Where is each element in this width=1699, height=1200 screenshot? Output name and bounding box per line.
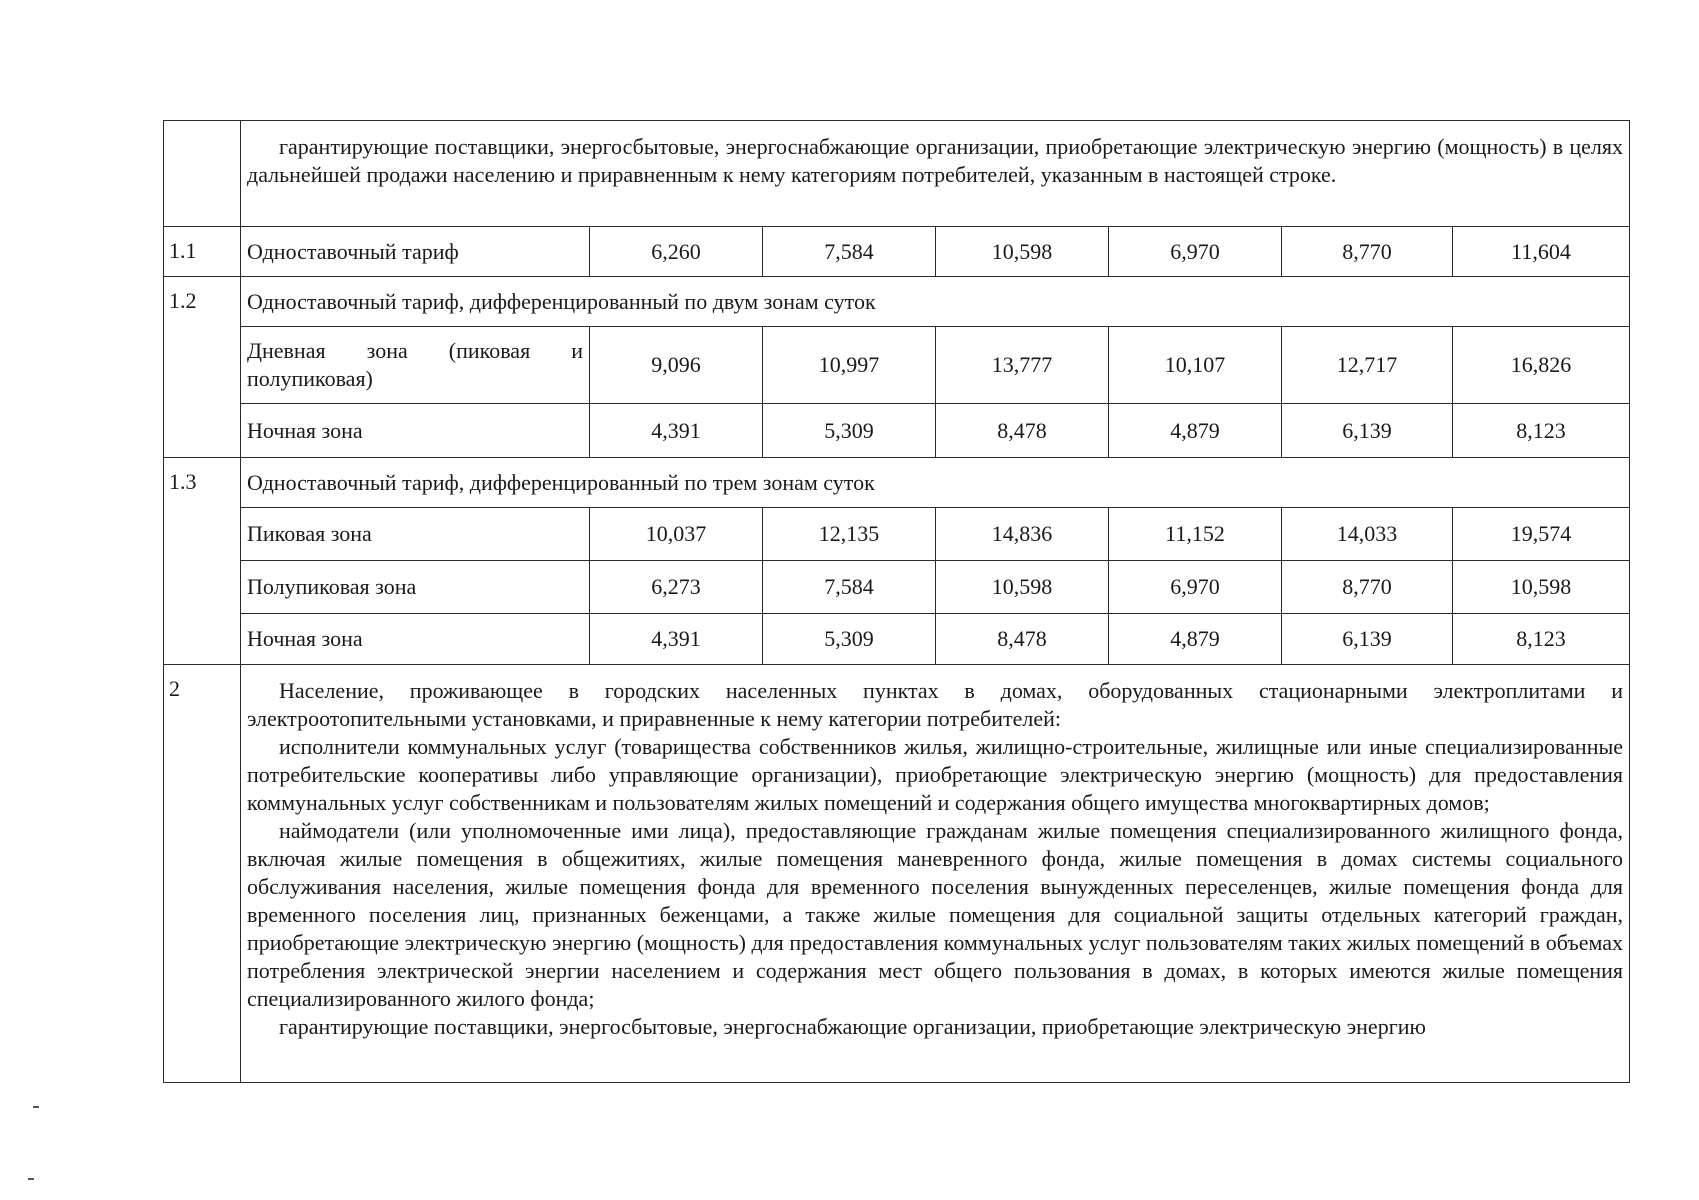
value-cell: 8,770 [1282,227,1453,277]
value-cell: 19,574 [1453,508,1630,561]
value-cell: 6,273 [590,561,763,614]
value-cell: 4,391 [590,404,763,458]
value-cell: 6,139 [1282,614,1453,665]
paragraph: наймодатели (или уполномоченные ими лица), предоставляющие гражданам жилые помещения специализированного жилищного фонда, включая жилые помещения в общежитиях, жилые помещения маневренного фонда, жилые помещения в домах системы социального обслуживания населения, жилые помещения фонда для временного поселения вынужденных переселенцев, жилые помещения фонда для временного поселения лиц, признанных беженцами, а также жилые помещения для социальной защиты отдельных категорий граждан, приобретающие электрическую энергию (мощность) для предоставления коммунальных услуг пользователям таких жилых помещений в объемах потребления электрической энергии населением и содержания мест общего пользования в домах, в которых имеются жилые помещения специализированного жилого фонда; [247,818,1624,1011]
row-1-2-day [164,327,1630,404]
row-subheader: Одноставочный тариф, дифференцированный по трем зонам суток [241,458,1630,508]
intro-text-cell [241,121,1630,227]
paragraph: гарантирующие поставщики, энергосбытовые, энергоснабжающие организации, приобретающие электрическую энергию [279,1014,1426,1039]
value-cell: 11,604 [1453,227,1630,277]
value-cell: 9,096 [590,327,763,404]
row-1-2-night [164,404,1630,458]
value-cell: 8,478 [936,404,1109,458]
value-cell: 12,717 [1282,327,1453,404]
value-cell: 14,033 [1282,508,1453,561]
row-1-1 [164,227,1630,277]
row-1-3-night [164,614,1630,665]
row-subheader: Одноставочный тариф, дифференцированный по двум зонам суток [241,277,1630,327]
value-cell: 10,598 [936,227,1109,277]
value-cell: 7,584 [763,227,936,277]
intro-paragraph: гарантирующие поставщики, энергосбытовые, энергоснабжающие организации, приобретающие электрическую энергию (мощность) в целях дальнейшей продажи населению и приравненным к нему категориям потребителей, указанным в настоящей строке. [247,134,1624,187]
value-cell: 4,391 [590,614,763,665]
value-cell: 14,836 [936,508,1109,561]
value-cell: 8,478 [936,614,1109,665]
row-number: 1.2 [164,277,241,458]
row-label: Ночная зона [241,404,590,458]
value-cell: 10,037 [590,508,763,561]
row-number: 1.3 [164,458,241,665]
value-cell: 6,970 [1109,227,1282,277]
paragraph: исполнители коммунальных услуг (товарищества собственников жилья, жилищно-строительные, жилищные или иные специализированные потребительские кооперативы либо управляющие организации), приобретающие электрическую энергию (мощность) для предоставления коммунальных услуг собственникам и пользователям жилых помещений и содержания общего имущества многоквартирных домов; [247,734,1624,815]
value-cell: 13,777 [936,327,1109,404]
intro-row [164,121,1630,227]
row-1-3-header [164,458,1630,508]
scan-mark [33,1106,39,1108]
value-cell: 12,135 [763,508,936,561]
tariff-table [163,120,1630,1083]
value-cell: 10,107 [1109,327,1282,404]
row-number: 2 [164,665,241,1083]
value-cell: 11,152 [1109,508,1282,561]
scan-mark [28,1178,34,1180]
row-label: Ночная зона [241,614,590,665]
value-cell: 10,598 [1453,561,1630,614]
row-1-3-semipeak [164,561,1630,614]
paragraph: Население, проживающее в городских населенных пунктах в домах, оборудованных стационарными электроплитами и электроотопительными установками, и приравненные к нему категории потребителей: [247,678,1624,731]
value-cell: 8,770 [1282,561,1453,614]
value-cell: 8,123 [1453,614,1630,665]
value-cell: 6,260 [590,227,763,277]
num-cell-empty [164,121,241,227]
value-cell: 16,826 [1453,327,1630,404]
value-cell: 7,584 [763,561,936,614]
row-number: 1.1 [164,227,241,277]
value-cell: 5,309 [763,404,936,458]
value-cell: 10,598 [936,561,1109,614]
value-cell: 4,879 [1109,404,1282,458]
row-2 [164,665,1630,1083]
row-label: Полупиковая зона [241,561,590,614]
row-label: Пиковая зона [241,508,590,561]
value-cell: 6,139 [1282,404,1453,458]
value-cell: 6,970 [1109,561,1282,614]
value-cell: 10,997 [763,327,936,404]
value-cell: 8,123 [1453,404,1630,458]
row-label: Дневная зона (пиковая и полупиковая) [241,327,590,404]
value-cell: 5,309 [763,614,936,665]
row-2-text-cell [241,665,1630,1083]
value-cell: 4,879 [1109,614,1282,665]
row-1-2-header [164,277,1630,327]
row-1-3-peak [164,508,1630,561]
row-label: Одноставочный тариф [241,227,590,277]
